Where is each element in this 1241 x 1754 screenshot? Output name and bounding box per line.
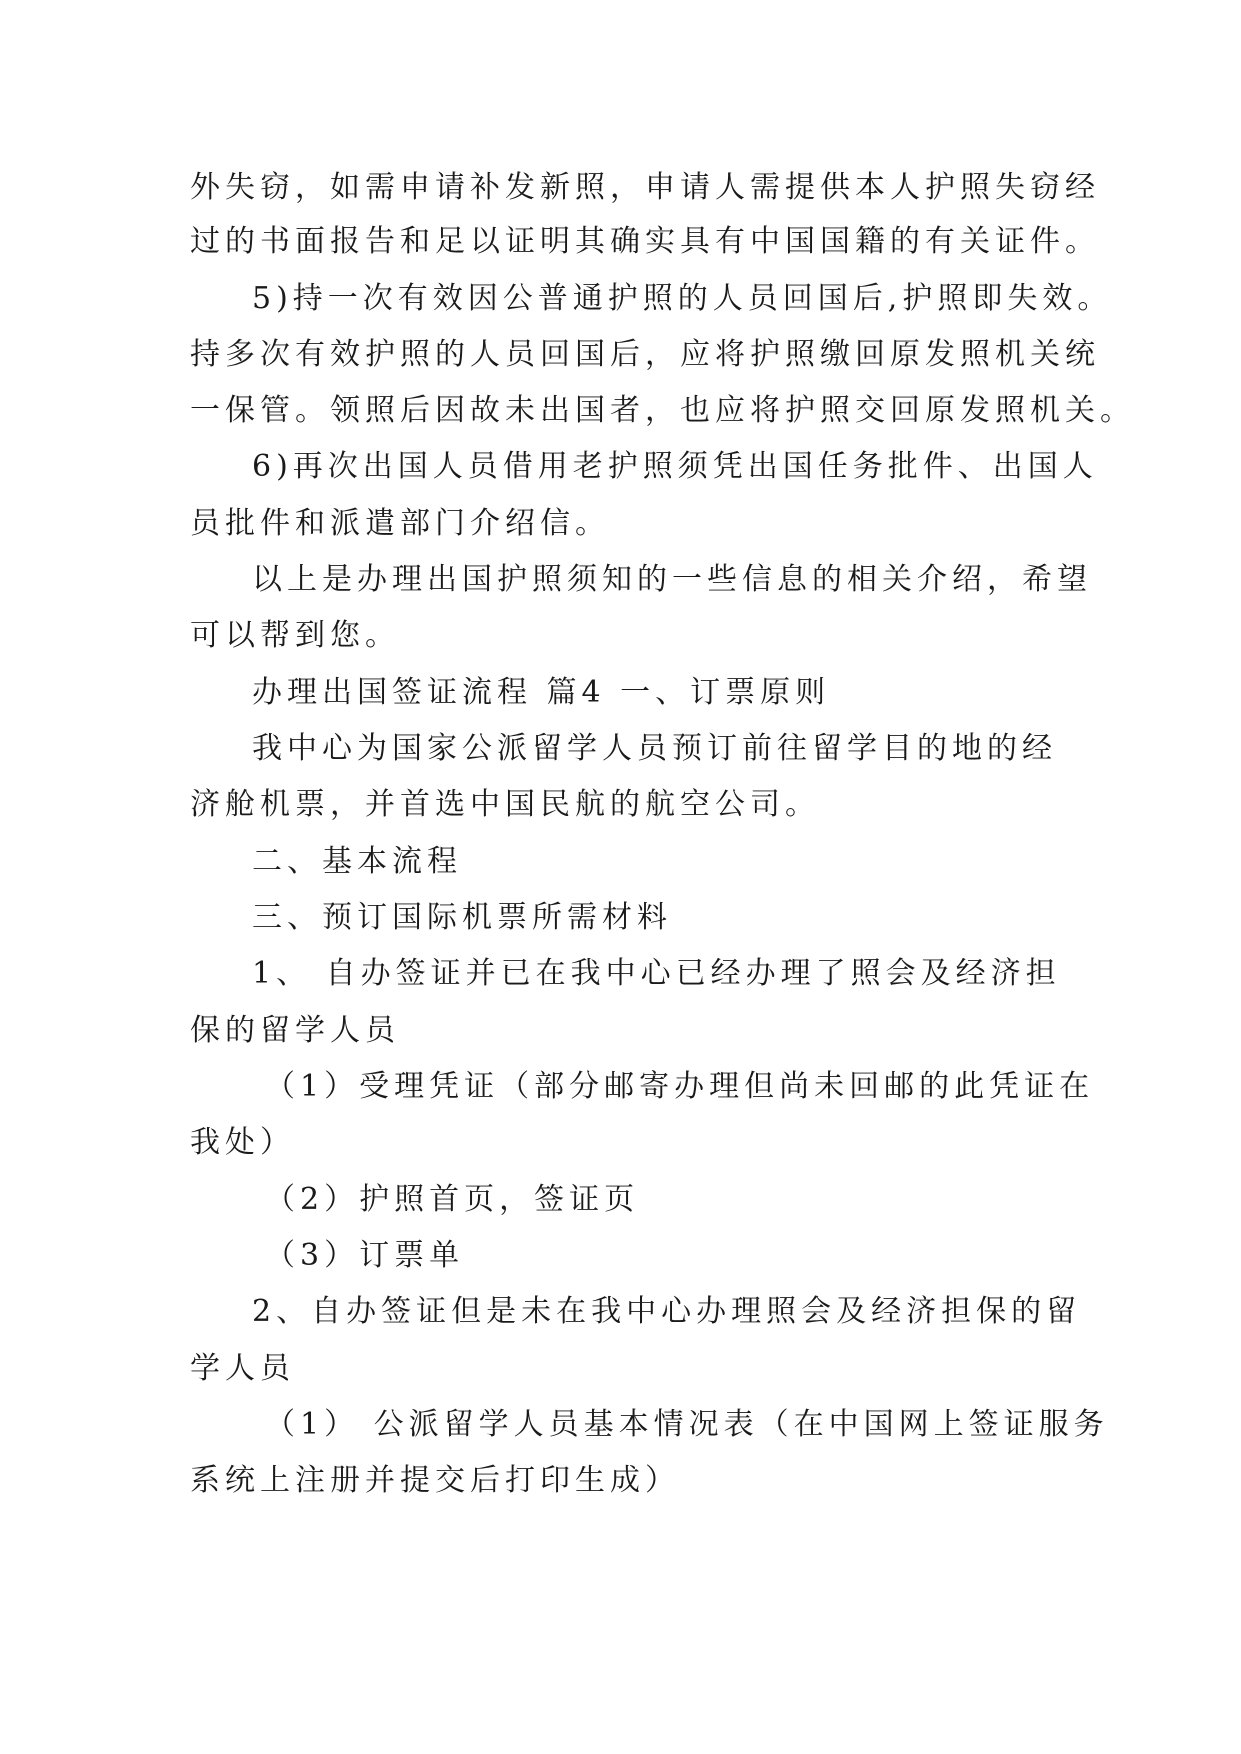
text-line: 过的书面报告和足以证明其确实具有中国国籍的有关证件。 — [190, 224, 1100, 259]
text-line: 办理出国签证流程 篇4 一、订票原则 — [252, 675, 831, 710]
text-line: 可以帮到您。 — [190, 618, 400, 653]
text-line: 1、 自办签证并已在我中心已经办理了照会及经济担 — [252, 956, 1061, 991]
text-line: 系统上注册并提交后打印生成） — [190, 1463, 680, 1498]
text-line: 5)持一次有效因公普通护照的人员回国后,护照即失效。 — [252, 281, 1113, 316]
text-line: 6)再次出国人员借用老护照须凭出国任务批件、出国人 — [252, 449, 1098, 484]
text-line: 我处） — [190, 1125, 295, 1160]
text-line: 二、基本流程 — [252, 844, 462, 879]
text-line: 以上是办理出国护照须知的一些信息的相关介绍，希望 — [252, 562, 1092, 597]
text-line: 持多次有效护照的人员回国后，应将护照缴回原发照机关统 — [190, 337, 1100, 372]
text-line: （1） 公派留学人员基本情况表（在中国网上签证服务 — [265, 1407, 1109, 1442]
text-line: （1）受理凭证（部分邮寄办理但尚未回邮的此凭证在 — [265, 1069, 1095, 1104]
text-line: （2）护照首页，签证页 — [265, 1182, 640, 1217]
text-line: 保的留学人员 — [190, 1013, 400, 1048]
text-line: 员批件和派遣部门介绍信。 — [190, 506, 610, 541]
text-line: 一保管。领照后因故未出国者，也应将护照交回原发照机关。 — [190, 393, 1135, 428]
text-line: 三、预订国际机票所需材料 — [252, 900, 672, 935]
text-line: （3）订票单 — [265, 1238, 465, 1273]
text-line: 学人员 — [190, 1351, 295, 1386]
text-line: 2、自办签证但是未在我中心办理照会及经济担保的留 — [252, 1294, 1082, 1329]
text-line: 外失窃，如需申请补发新照，申请人需提供本人护照失窃经 — [190, 170, 1100, 205]
text-line: 我中心为国家公派留学人员预订前往留学目的地的经 — [252, 731, 1057, 766]
text-line: 济舱机票，并首选中国民航的航空公司。 — [190, 787, 820, 822]
